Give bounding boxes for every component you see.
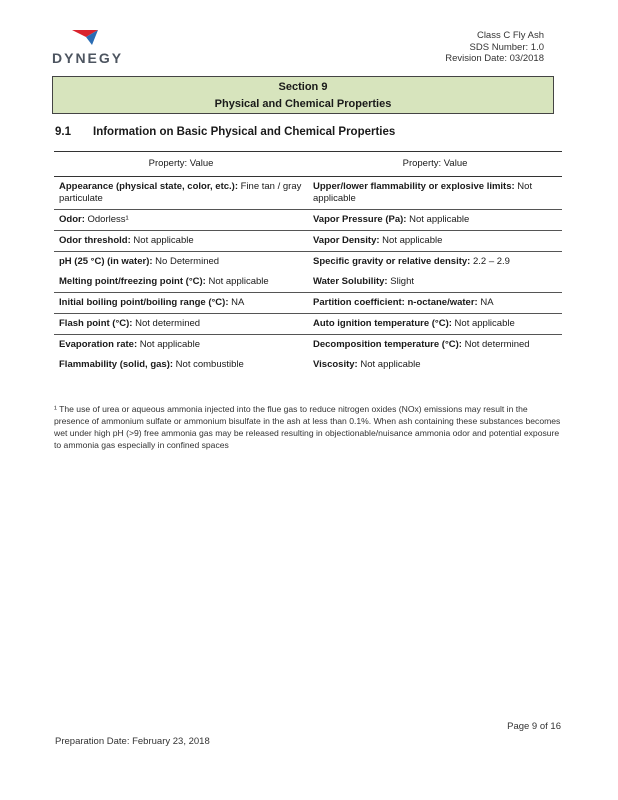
table-cell: Auto ignition temperature (°C): Not applicable: [308, 314, 562, 335]
table-row: [54, 335, 562, 356]
subsection-heading: [55, 126, 395, 138]
table-row: [54, 355, 562, 375]
table-cell: Vapor Density: Not applicable: [308, 231, 562, 252]
table-cell: Decomposition temperature (°C): Not determined: [313, 339, 530, 350]
table-cell: Initial boiling point/boiling range (°C): NA: [54, 293, 308, 314]
properties-table: [54, 151, 562, 375]
table-cell: Appearance (physical state, color, etc.): Fine tan / gray particulate: [54, 177, 308, 210]
product-name: Class C Fly Ash: [476, 30, 544, 41]
table-cell: Upper/lower flammability or explosive limits: Not applicable: [308, 177, 562, 210]
preparation-date: Preparation Date: February 23, 2018: [55, 736, 210, 747]
table-cell: Odor threshold: Not applicable: [54, 231, 308, 252]
document-header-info: [445, 30, 544, 65]
section-label: Section 9: [278, 81, 328, 93]
page-number: Page 9 of 16: [507, 721, 561, 732]
table-cell: Flammability (solid, gas): Not combustible: [59, 359, 244, 370]
table-cell: Viscosity: Not applicable: [313, 359, 421, 370]
table-cell: Odor: Odorless¹: [54, 210, 308, 231]
footnote: ¹ The use of urea or aqueous ammonia injected into the flue gas to reduce nitrogen oxides (NOx) emissions may result in the presence of ammonium sulfate or ammonium bisulfate in the ash at less than 0.1%. When ash containing these substances becomes wet under high pH (>9) free ammonia gas may be released resulting in objectionable/nuisance ammonia odor and potential exposure to ammonia gas especially in confined spaces: [54, 404, 561, 450]
table-cell: Vapor Pressure (Pa): Not applicable: [308, 210, 562, 231]
table-row: [54, 314, 562, 335]
dynegy-logo: [52, 28, 132, 68]
table-cell: Partition coefficient: n-octane/water: NA: [308, 293, 562, 314]
table-header: Property: Value: [308, 152, 562, 177]
section-title: Physical and Chemical Properties: [214, 98, 392, 110]
dynegy-swoosh-icon: [70, 28, 100, 46]
sds-number: SDS Number: 1.0: [469, 41, 544, 53]
table-row: [54, 231, 562, 252]
table-cell: Melting point/freezing point (°C): Not applicable: [54, 272, 308, 293]
subsection-title: Information on Basic Physical and Chemical Properties: [93, 126, 396, 138]
table-row: [54, 293, 562, 314]
table-row: [54, 210, 562, 231]
table-cell: pH (25 °C) (in water): No Determined: [59, 256, 220, 267]
table-row: [54, 177, 562, 210]
subsection-number: 9.1: [55, 126, 71, 138]
table-cell: Evaporation rate: Not applicable: [59, 339, 200, 350]
logo-text: DYNEGY: [52, 50, 124, 66]
section-heading: [52, 76, 554, 114]
table-cell: Water Solubility: Slight: [308, 272, 562, 293]
revision-date: Revision Date: 03/2018: [445, 53, 544, 64]
table-cell: Specific gravity or relative density: 2.2 – 2.9: [313, 256, 510, 267]
table-header-row: [54, 152, 562, 177]
table-cell: Flash point (°C): Not determined: [54, 314, 308, 335]
table-header: Property: Value: [54, 152, 308, 177]
table-row: [54, 272, 562, 293]
table-row: [54, 252, 562, 273]
